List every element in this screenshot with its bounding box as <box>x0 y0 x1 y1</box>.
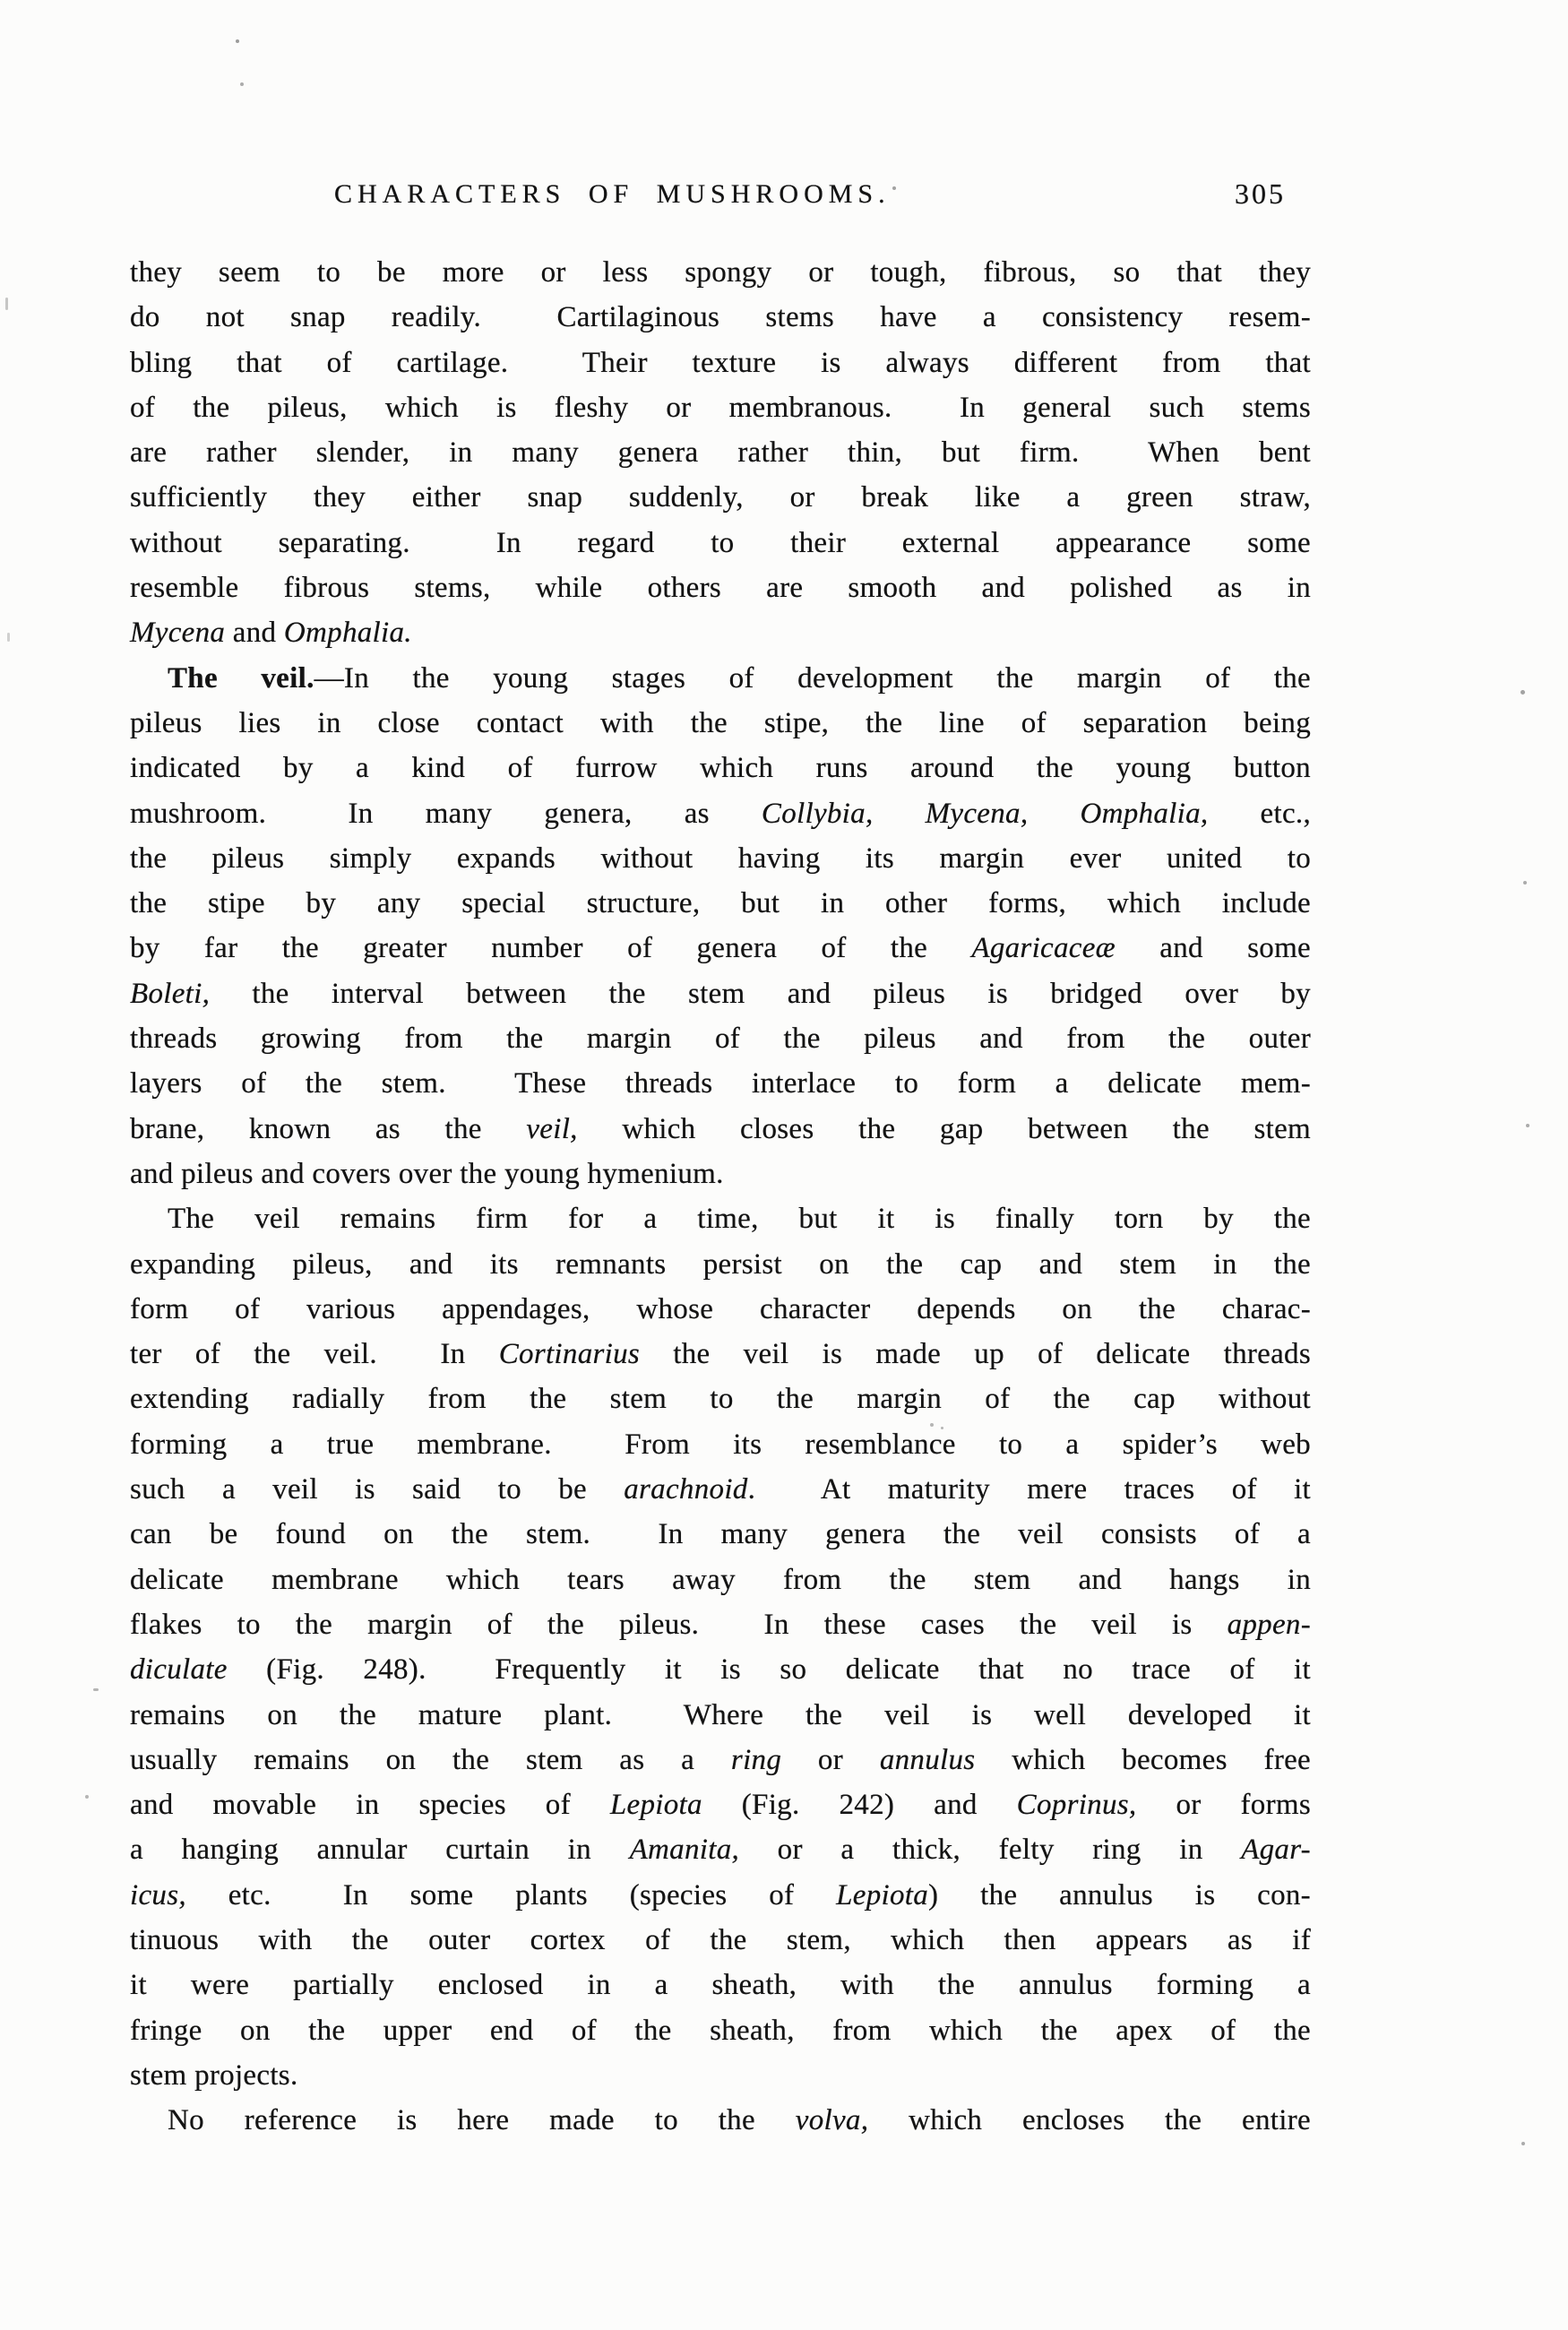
scan-speck <box>93 1688 99 1691</box>
text-line: expanding pileus, and its remnants persist on the cap and stem in the <box>130 1247 1311 1281</box>
text-line: without separating. In regard to their external appearance some <box>130 526 1311 559</box>
running-head-title: CHARACTERS OF MUSHROOMS. <box>334 179 891 209</box>
text-line: delicate membrane which tears away from the stem and hangs in <box>130 1563 1311 1596</box>
text-line: Boleti, the interval between the stem and pileus is bridged over by <box>130 977 1311 1010</box>
text-line: usually remains on the stem as a ring or annulus which becomes free <box>130 1743 1312 1776</box>
scan-speck <box>892 186 896 190</box>
text-line: diculate (Fig. 248). Frequently it is so delicate that no trace of it <box>130 1653 1311 1687</box>
text-line: and pileus and covers over the young hymenium. <box>130 1157 724 1190</box>
scan-speck <box>1523 881 1527 885</box>
scan-speck <box>1526 1124 1529 1127</box>
page-header <box>130 177 1311 217</box>
text-line: ter of the veil. In Cortinarius the veil is made up of delicate threads <box>130 1338 1311 1371</box>
text-line: tinuous with the outer cortex of the stem, which then appears as if <box>130 1923 1311 1956</box>
text-line: the pileus simply expands without having its margin ever united to <box>130 841 1311 875</box>
scan-speck <box>240 82 244 86</box>
text-line: resemble fibrous stems, while others are smooth and polished as in <box>130 572 1311 605</box>
paragraph <box>130 1196 1311 2098</box>
text-line: it were partially enclosed in a sheath, with the annulus forming a <box>130 1969 1311 2002</box>
text-line: a hanging annular curtain in Amanita, or a thick, felty ring in Agar- <box>130 1834 1311 1867</box>
text-line: The veil.—In the young stages of development the margin of the <box>168 661 1311 695</box>
text-line: threads growing from the margin of the pileus and from the outer <box>130 1023 1311 1056</box>
paragraph <box>130 656 1311 1197</box>
text-line: form of various appendages, whose character depends on the charac- <box>130 1292 1311 1325</box>
text-line: can be found on the stem. In many genera the veil consists of a <box>130 1518 1311 1551</box>
scan-speck <box>7 633 10 642</box>
text-line: extending radially from the stem to the margin of the cap without <box>130 1383 1311 1416</box>
text-body <box>130 250 1311 2143</box>
text-line: such a veil is said to be arachnoid. At maturity mere traces of it <box>130 1473 1311 1506</box>
text-line: remains on the mature plant. Where the veil is well developed it <box>130 1698 1311 1731</box>
text-line: icus, etc. In some plants (species of Lepiota) the annulus is con- <box>130 1878 1311 1911</box>
scan-speck <box>1521 2142 1525 2145</box>
text-line: forming a true membrane. From its resemblance to a spider’s web <box>130 1428 1311 1461</box>
text-line: pileus lies in close contact with the stipe, the line of separation being <box>130 706 1311 739</box>
text-line: Mycena and Omphalia. <box>130 617 412 650</box>
text-line: layers of the stem. These threads interlace to form a delicate mem- <box>130 1067 1311 1100</box>
text-line: The veil remains firm for a time, but it is finally torn by the <box>168 1203 1311 1236</box>
text-line: are rather slender, in many genera rather thin, but firm. When bent <box>130 436 1311 470</box>
scan-speck <box>1521 690 1525 695</box>
text-line: fringe on the upper end of the sheath, from which the apex of the <box>130 2014 1311 2047</box>
text-line: flakes to the margin of the pileus. In these cases the veil is appen- <box>130 1608 1311 1641</box>
scan-speck <box>236 39 239 43</box>
text-line: and movable in species of Lepiota (Fig. 242) and Coprinus, or forms <box>130 1789 1311 1822</box>
text-line: sufficiently they either snap suddenly, or break like a green straw, <box>130 481 1311 514</box>
scan-speck <box>930 1423 934 1427</box>
text-line: stem projects. <box>130 2058 298 2092</box>
text-line: do not snap readily. Cartilaginous stems have a consistency resem- <box>130 301 1311 334</box>
text-line: bling that of cartilage. Their texture is always different from that <box>130 346 1311 379</box>
scan-speck <box>85 1795 89 1799</box>
text-line: of the pileus, which is fleshy or membranous. In general such stems <box>130 391 1311 424</box>
paragraph <box>130 250 1311 656</box>
page-number: 305 <box>1235 177 1286 210</box>
text-line: they seem to be more or less spongy or tough, fibrous, so that they <box>130 256 1311 289</box>
text-line: brane, known as the veil, which closes the gap between the stem <box>130 1112 1312 1145</box>
text-line: No reference is here made to the volva, which encloses the entire <box>168 2104 1311 2137</box>
text-line: indicated by a kind of furrow which runs around the young button <box>130 752 1311 785</box>
scan-speck <box>941 1427 943 1429</box>
text-line: the stipe by any special structure, but in other forms, which include <box>130 887 1311 920</box>
text-line: mushroom. In many genera, as Collybia, Mycena, Omphalia, etc., <box>130 797 1311 830</box>
text-line: by far the greater number of genera of the Agaricaceæ and some <box>130 932 1311 965</box>
scan-speck <box>5 298 8 310</box>
paragraph <box>130 2098 1311 2143</box>
